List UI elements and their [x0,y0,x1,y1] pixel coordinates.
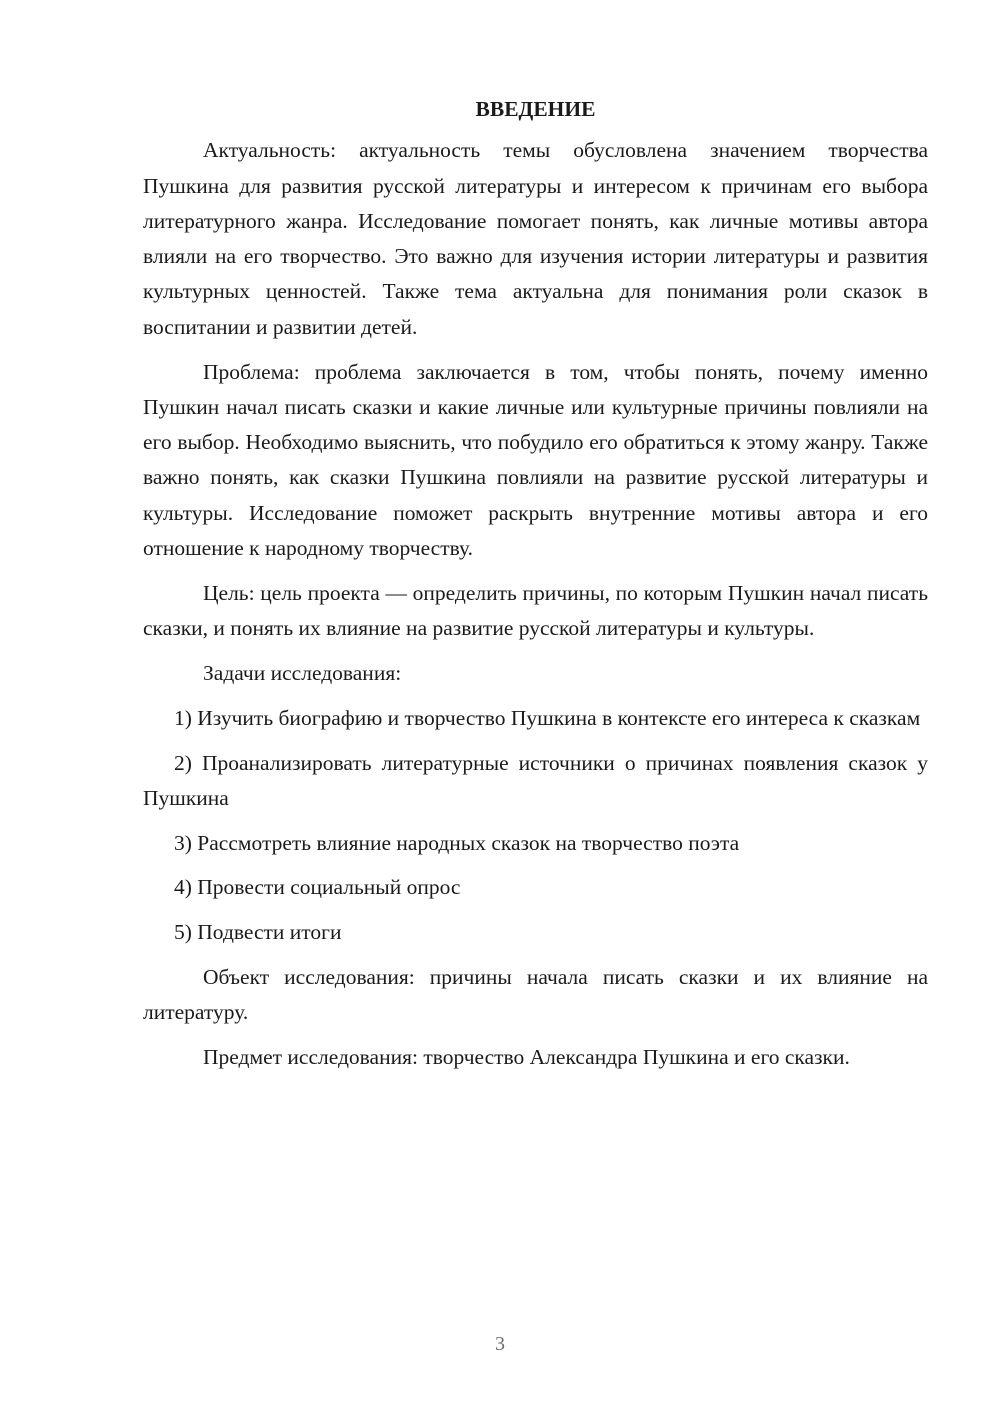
subject-paragraph: Предмет исследования: творчество Александра Пушкина и его сказки. [203,1045,850,1070]
document-page [143,92,928,1085]
object-paragraph: Объект исследования: причины начала писать сказки и их влияние на литературу. [143,965,928,1025]
task-item: 1) Изучить биографию и творчество Пушкина в контексте его интереса к сказкам [174,705,921,730]
section-heading: ВВЕДЕНИЕ [475,97,596,121]
task-item: 5) Подвести итоги [174,920,342,945]
page-number: 3 [495,1333,505,1355]
problem-paragraph: Проблема: проблема заключается в том, чтобы понять, почему именно Пушкин начал писать сказки и какие личные или культурные причины повлияли на его выбор. Необходимо выяснить, что побудило его обратиться к этому жанру. Также важно понять, как сказки Пушкина повлияли на развитие русской литературы и культуры. Исследование поможет раскрыть внутренние мотивы автора и его отношение к народному творчеству. [143,359,928,561]
task-item: 2) Проанализировать литературные источники о причинах появления сказок у Пушкина [143,750,928,810]
task-item: 4) Провести социальный опрос [174,875,461,900]
task-item: 3) Рассмотреть влияние народных сказок на творчество поэта [174,830,740,855]
goal-paragraph: Цель: цель проекта — определить причины, по которым Пушкин начал писать сказки, и понять их влияние на развитие русской литературы и культуры. [143,580,928,641]
tasks-label: Задачи исследования: [203,660,402,685]
relevance-paragraph: Актуальность: актуальность темы обусловлена значением творчества Пушкина для развития русской литературы и интересом к причинам его выбора литературного жанра. Исследование помогает понять, как личные мотивы автора влияли на его творчество. Это важно для изучения истории литературы и развития культурных ценностей. Также тема актуальна для понимания роли сказок в воспитании и развитии детей. [143,138,928,339]
